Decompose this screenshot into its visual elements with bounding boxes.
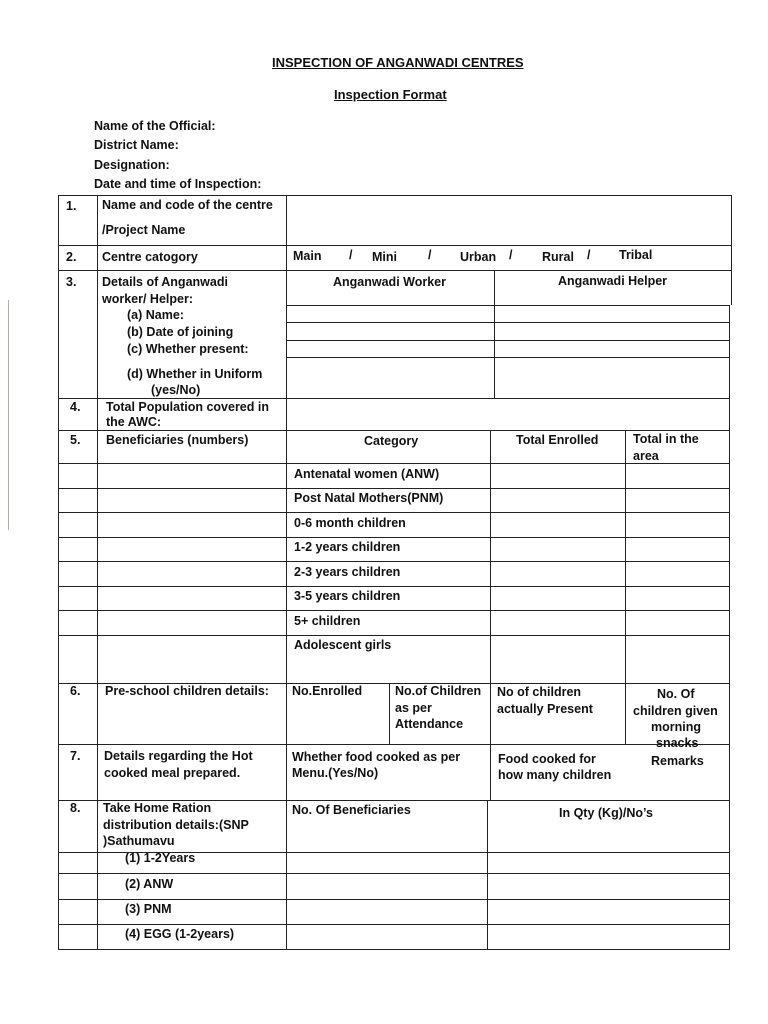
- category-option-rural[interactable]: Rural: [542, 250, 574, 264]
- section-3-number: 3.: [66, 275, 77, 289]
- designation-field: Designation:: [94, 158, 170, 172]
- section-1-label-project: /Project Name: [102, 223, 186, 237]
- section-8-label-line3: )Sathumavu: [103, 834, 175, 848]
- col-present-line2: actually Present: [497, 702, 593, 716]
- category-separator: /: [587, 248, 591, 262]
- col-anganwadi-helper: Anganwadi Helper: [558, 274, 668, 288]
- col-total-in-area-sub: area: [633, 449, 659, 463]
- section-7-number: 7.: [70, 749, 81, 763]
- category-row-5-plus: 5+ children: [294, 614, 361, 628]
- centre-name-code-field[interactable]: [288, 197, 729, 243]
- category-row-3-5-years: 3-5 years children: [294, 589, 401, 603]
- thr-row-pnm: (3) PNM: [125, 902, 172, 916]
- thr-row-anw: (2) ANW: [125, 877, 174, 891]
- section-4-label: Total Population covered in: [106, 400, 269, 414]
- section-2-number: 2.: [66, 250, 77, 264]
- category-separator: /: [349, 248, 353, 262]
- col-attendance-line1: No.of Children: [395, 684, 482, 698]
- category-separator: /: [428, 248, 432, 262]
- category-row-0-6-months: 0-6 month children: [294, 516, 406, 530]
- section-4-label-sub: the AWC:: [106, 415, 162, 429]
- section-6-number: 6.: [70, 684, 81, 698]
- date-of-joining-label: (b) Date of joining: [127, 325, 234, 339]
- document-title: INSPECTION OF ANGANWADI CENTRES: [272, 55, 524, 70]
- section-3-label-sub: worker/ Helper:: [102, 292, 194, 306]
- district-name-field: District Name:: [94, 138, 179, 152]
- category-option-tribal[interactable]: Tribal: [619, 248, 653, 262]
- official-name-field: Name of the Official:: [94, 119, 216, 133]
- section-3-label: Details of Anganwadi: [102, 275, 228, 289]
- col-no-enrolled: No.Enrolled: [292, 684, 363, 698]
- section-5-label: Beneficiaries (numbers): [106, 433, 249, 447]
- section-7-label-sub: cooked meal prepared.: [104, 766, 241, 780]
- section-8-label-line1: Take Home Ration: [103, 801, 212, 815]
- category-separator: /: [509, 248, 513, 262]
- col-present-line1: No of children: [497, 685, 582, 699]
- scan-edge-mark: [8, 300, 9, 530]
- category-row-pnm: Post Natal Mothers(PNM): [294, 491, 444, 505]
- col-food-cooked-children: Food cooked for: [498, 752, 596, 766]
- section-5-number: 5.: [70, 433, 81, 447]
- col-snacks-line4: snacks: [656, 736, 699, 750]
- col-remarks: Remarks: [651, 754, 704, 768]
- col-attendance-line3: Attendance: [395, 717, 464, 731]
- col-attendance-line2: as per: [395, 701, 432, 715]
- col-qty-kg-nos: In Qty (Kg)/No’s: [559, 806, 653, 820]
- category-option-main[interactable]: Main: [293, 249, 322, 263]
- col-food-cooked-children-sub: how many children: [498, 768, 612, 782]
- col-total-enrolled: Total Enrolled: [516, 433, 599, 447]
- section-2-label: Centre catogory: [102, 250, 198, 264]
- whether-present-label: (c) Whether present:: [127, 342, 249, 356]
- category-row-adolescent-girls: Adolescent girls: [294, 638, 392, 652]
- col-snacks-line3: morning: [651, 720, 701, 734]
- uniform-label: (d) Whether in Uniform: [127, 367, 263, 381]
- col-food-cooked-menu: Whether food cooked as per: [292, 750, 461, 764]
- col-snacks-line1: No. Of: [657, 687, 695, 701]
- category-row-2-3-years: 2-3 years children: [294, 565, 401, 579]
- category-option-mini[interactable]: Mini: [372, 250, 397, 264]
- uniform-yes-no-label: (yes/No): [151, 383, 201, 397]
- section-8-label-line2: distribution details:(SNP: [103, 818, 249, 832]
- worker-name-label: (a) Name:: [127, 308, 184, 322]
- section-8-number: 8.: [70, 801, 81, 815]
- col-anganwadi-worker: Anganwadi Worker: [333, 275, 446, 289]
- section-6-label: Pre-school children details:: [105, 684, 269, 698]
- section-7-label: Details regarding the Hot: [104, 749, 253, 763]
- col-total-in-area: Total in the: [633, 432, 699, 446]
- category-row-anw: Antenatal women (ANW): [294, 467, 440, 481]
- thr-row-egg: (4) EGG (1-2years): [125, 927, 235, 941]
- col-snacks-line2: children given: [633, 704, 718, 718]
- section-4-number: 4.: [70, 400, 81, 414]
- col-category: Category: [364, 434, 419, 448]
- section-1-number: 1.: [66, 199, 77, 213]
- category-row-1-2-years: 1-2 years children: [294, 540, 401, 554]
- col-no-of-beneficiaries: No. Of Beneficiaries: [292, 803, 411, 817]
- thr-row-1-2-years: (1) 1-2Years: [125, 851, 196, 865]
- col-food-cooked-menu-sub: Menu.(Yes/No): [292, 766, 379, 780]
- inspection-datetime-field: Date and time of Inspection:: [94, 177, 262, 191]
- document-subtitle: Inspection Format: [334, 87, 447, 102]
- section-1-label: Name and code of the centre: [102, 198, 273, 212]
- category-option-urban[interactable]: Urban: [460, 250, 497, 264]
